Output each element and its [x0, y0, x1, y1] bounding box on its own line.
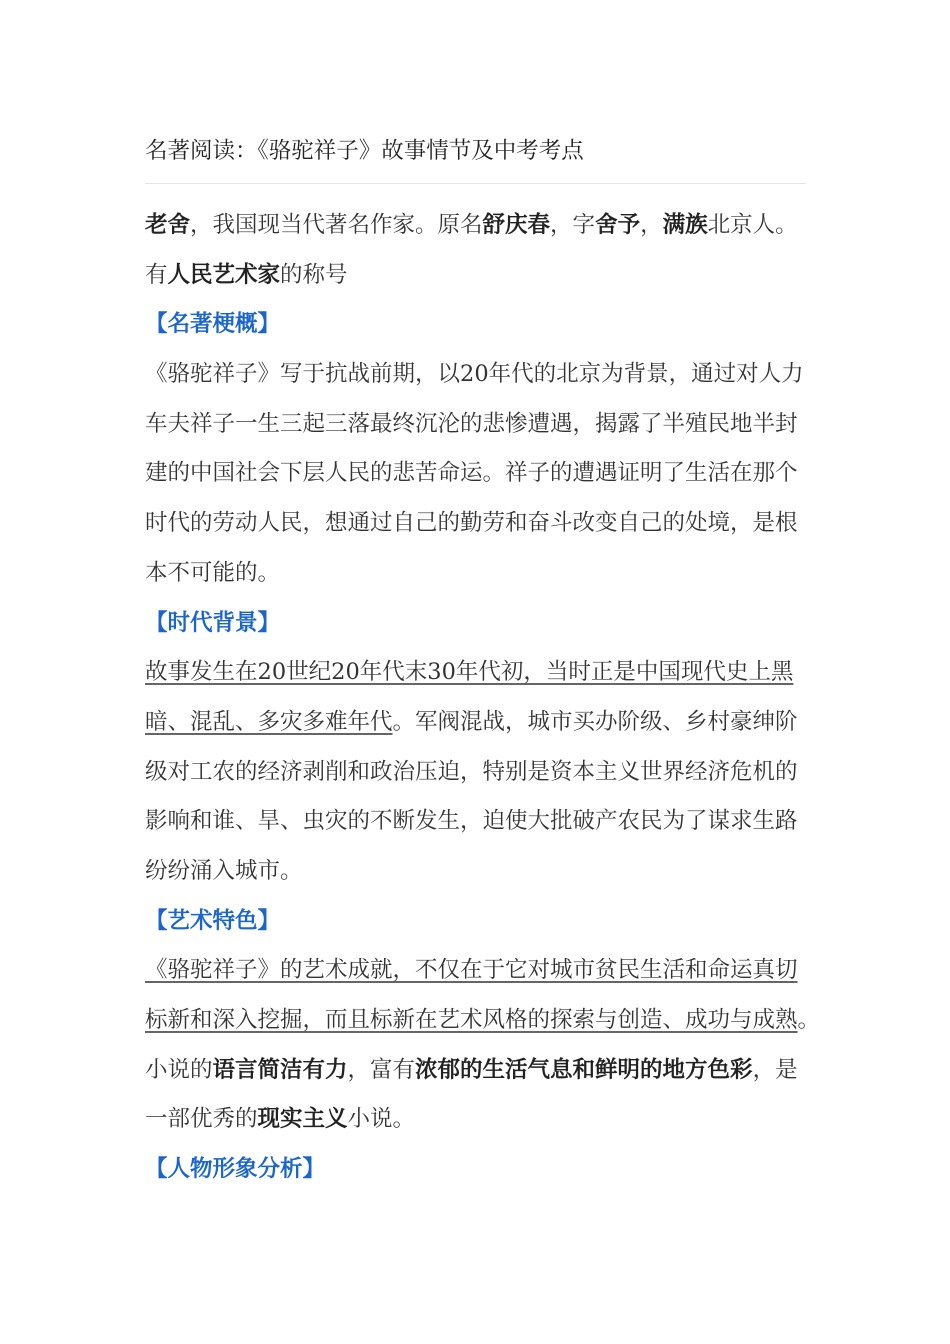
underlined-text: 《骆驼祥子》的艺术成就，不仅在于它对城市贫民生活和命运真切: [145, 957, 798, 984]
background-line: [145, 698, 807, 748]
underlined-text: 暗、混乱、多灾多难年代: [145, 708, 393, 735]
art-line: [145, 1046, 807, 1096]
synopsis-line: 《骆驼祥子》写于抗战前期，以20年代的北京为背景，通过对人力: [145, 361, 804, 388]
synopsis-line: 时代的劳动人民，想通过自己的勤劳和奋斗改变自己的处境，是根: [145, 510, 798, 537]
ethnicity: 满族: [662, 212, 708, 238]
text-span: 有: [145, 261, 168, 288]
text-span: 。: [797, 1007, 821, 1033]
author-intro-line-2: [145, 251, 807, 301]
section-heading-characters: 【人物形象分析】: [145, 1156, 326, 1183]
text-span: 小说。: [347, 1106, 416, 1133]
text-span: ，我国现当代著名作家。原名: [190, 212, 483, 238]
synopsis-line: 本不可能的。: [145, 559, 281, 586]
honor-title: 人民艺术家: [167, 261, 281, 288]
art-line: [145, 996, 821, 1046]
background-line: [145, 648, 807, 698]
section-heading-synopsis: 【名著梗概】: [145, 311, 281, 338]
text-span: 北京人。: [707, 212, 798, 238]
text-span: 的称号: [280, 261, 348, 288]
background-line: 纷纷涌入城市。: [145, 857, 303, 884]
text-span: ，: [640, 212, 663, 238]
bold-text: 现实主义: [257, 1106, 348, 1133]
text-span: 小说的: [145, 1056, 213, 1083]
background-line: 影响和谁、旱、虫灾的不断发生，迫使大批破产农民为了谋求生路: [145, 808, 798, 835]
synopsis-line: 车夫祥子一生三起三落最终沉沦的悲惨遭遇，揭露了半殖民地半封: [145, 410, 798, 437]
art-line: [145, 946, 807, 996]
bold-text: 语言简洁有力: [212, 1056, 348, 1083]
text-span: ，字: [550, 212, 596, 238]
title-divider: [145, 183, 806, 184]
bold-text: 浓郁的生活气息和鲜明的地方色彩: [415, 1056, 753, 1083]
underlined-text: 标新和深入挖掘，而且标新在艺术风格的探索与创造、成功与成熟: [145, 1007, 798, 1033]
synopsis-line: 建的中国社会下层人民的悲苦命运。祥子的遭遇证明了生活在那个: [145, 460, 798, 487]
background-line: 级对工农的经济剥削和政治压迫，特别是资本主义世界经济危机的: [145, 758, 798, 785]
courtesy-name: 舍予: [595, 212, 641, 238]
section-heading-background: 【时代背景】: [145, 609, 281, 636]
section-heading-art: 【艺术特色】: [145, 907, 281, 934]
page-title: 名著阅读：《骆驼祥子》故事情节及中考考点: [145, 138, 584, 164]
text-span: ，富有: [347, 1056, 416, 1083]
text-span: 。军阀混战，城市买办阶级、乡村豪绅阶: [392, 708, 798, 735]
text-span: ，是: [752, 1056, 798, 1083]
original-name: 舒庆春: [482, 212, 551, 238]
author-name: 老舍: [145, 212, 191, 238]
underlined-text: 故事发生在20世纪20年代末30年代初，当时正是中国现代史上黑: [145, 659, 794, 686]
author-intro-line-1: [145, 201, 807, 251]
text-span: 一部优秀的: [145, 1106, 258, 1133]
art-line: [145, 1095, 807, 1145]
article-body: [145, 201, 821, 1195]
